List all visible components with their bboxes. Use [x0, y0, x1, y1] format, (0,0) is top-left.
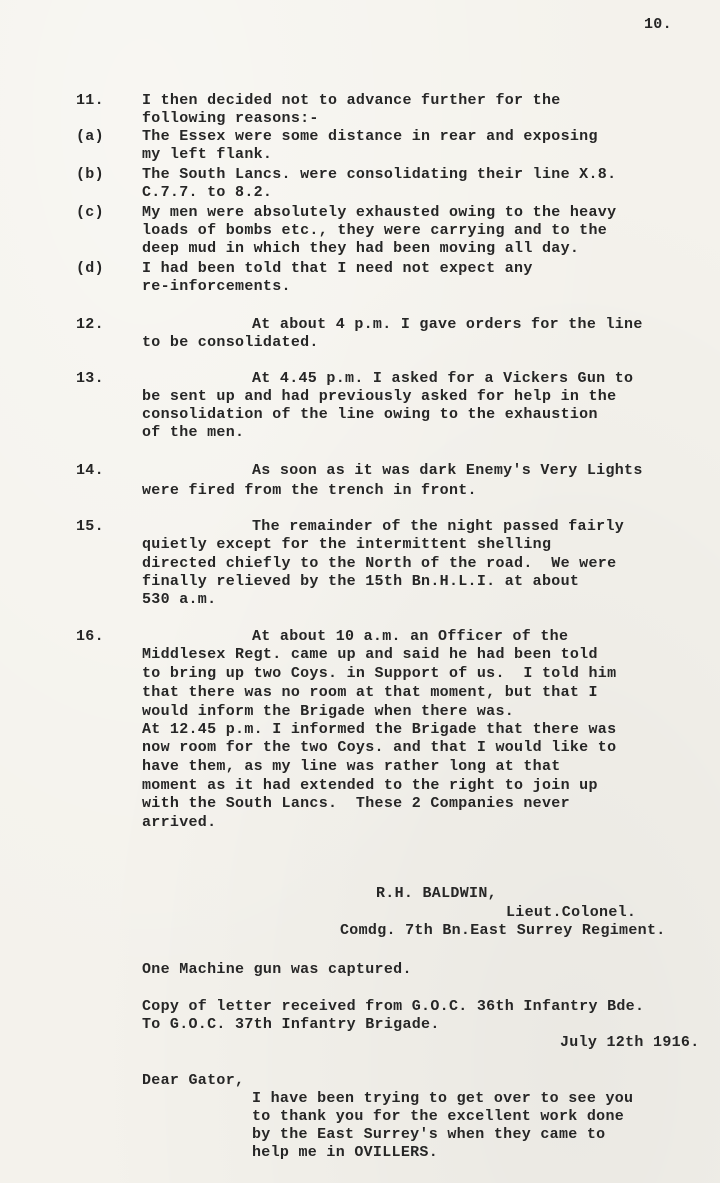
paragraph-number-15: 15.	[76, 518, 104, 535]
captured-note: One Machine gun was captured.	[142, 961, 412, 978]
paragraph-16-line: arrived.	[142, 814, 217, 831]
item-label-a: (a)	[76, 128, 104, 145]
paragraph-15-line: directed chiefly to the North of the road. We were	[142, 555, 617, 572]
paragraph-15-line: finally relieved by the 15th Bn.H.L.I. at about	[142, 573, 580, 590]
letter-line: I have been trying to get over to see you	[252, 1090, 634, 1107]
paragraph-16-line: At 12.45 p.m. I informed the Brigade that there was	[142, 721, 617, 738]
paragraph-11-line: following reasons:-	[142, 110, 319, 127]
item-d-line: I had been told that I need not expect any	[142, 260, 533, 277]
copy-heading-line: To G.O.C. 37th Infantry Brigade.	[142, 1016, 440, 1033]
item-c-line: My men were absolutely exhausted owing to the heavy	[142, 204, 617, 221]
copy-heading-line: Copy of letter received from G.O.C. 36th Infantry Bde.	[142, 998, 645, 1015]
paragraph-11-line: I then decided not to advance further for the	[142, 92, 561, 109]
paragraph-13-line: At 4.45 p.m. I asked for a Vickers Gun to	[252, 370, 634, 387]
paragraph-number-14: 14.	[76, 462, 104, 479]
item-c-line: loads of bombs etc., they were carrying and to the	[142, 222, 608, 239]
item-b-line: C.7.7. to 8.2.	[142, 184, 273, 201]
item-b-line: The South Lancs. were consolidating their line X.8.	[142, 166, 617, 183]
paragraph-16-line: to bring up two Coys. in Support of us. I told him	[142, 665, 617, 682]
item-label-d: (d)	[76, 260, 104, 277]
paragraph-15-line: The remainder of the night passed fairly	[252, 518, 625, 535]
signature-name: R.H. BALDWIN,	[376, 885, 497, 902]
item-label-c: (c)	[76, 204, 104, 221]
paragraph-number-12: 12.	[76, 316, 104, 333]
paragraph-16-line: Middlesex Regt. came up and said he had been told	[142, 646, 598, 663]
paragraph-16-line: At about 10 a.m. an Officer of the	[252, 628, 569, 645]
letter-line: to thank you for the excellent work done	[252, 1108, 625, 1125]
paragraph-15-line: 530 a.m.	[142, 591, 217, 608]
letter-line: help me in OVILLERS.	[252, 1144, 439, 1161]
page-number: 10.	[644, 16, 672, 33]
signature-rank: Lieut.Colonel.	[506, 904, 637, 921]
item-label-b: (b)	[76, 166, 104, 183]
item-a-line: The Essex were some distance in rear and exposing	[142, 128, 598, 145]
paragraph-13-line: of the men.	[142, 424, 245, 441]
paragraph-16-line: that there was no room at that moment, but that I	[142, 684, 598, 701]
paragraph-number-16: 16.	[76, 628, 104, 645]
paragraph-number-13: 13.	[76, 370, 104, 387]
letter-line: by the East Surrey's when they came to	[252, 1126, 606, 1143]
paragraph-16-line: now room for the two Coys. and that I would like to	[142, 739, 617, 756]
paragraph-16-line: would inform the Brigade when there was.	[142, 703, 515, 720]
letter-date: July 12th 1916.	[560, 1034, 700, 1051]
paragraph-14-line: were fired from the trench in front.	[142, 482, 477, 499]
paragraph-13-line: be sent up and had previously asked for help in the	[142, 388, 617, 405]
item-d-line: re-inforcements.	[142, 278, 291, 295]
salutation: Dear Gator,	[142, 1072, 245, 1089]
paragraph-16-line: have them, as my line was rather long at that	[142, 758, 561, 775]
paragraph-13-line: consolidation of the line owing to the exhaustion	[142, 406, 598, 423]
paragraph-14-line: As soon as it was dark Enemy's Very Lights	[252, 462, 643, 479]
paragraph-16-line: moment as it had extended to the right to join up	[142, 777, 598, 794]
paragraph-15-line: quietly except for the intermittent shelling	[142, 536, 552, 553]
paragraph-number-11: 11.	[76, 92, 104, 109]
paragraph-12-line: to be consolidated.	[142, 334, 319, 351]
item-c-line: deep mud in which they had been moving all day.	[142, 240, 580, 257]
signature-command: Comdg. 7th Bn.East Surrey Regiment.	[340, 922, 666, 939]
paragraph-16-line: with the South Lancs. These 2 Companies never	[142, 795, 570, 812]
paragraph-12-line: At about 4 p.m. I gave orders for the line	[252, 316, 643, 333]
item-a-line: my left flank.	[142, 146, 273, 163]
